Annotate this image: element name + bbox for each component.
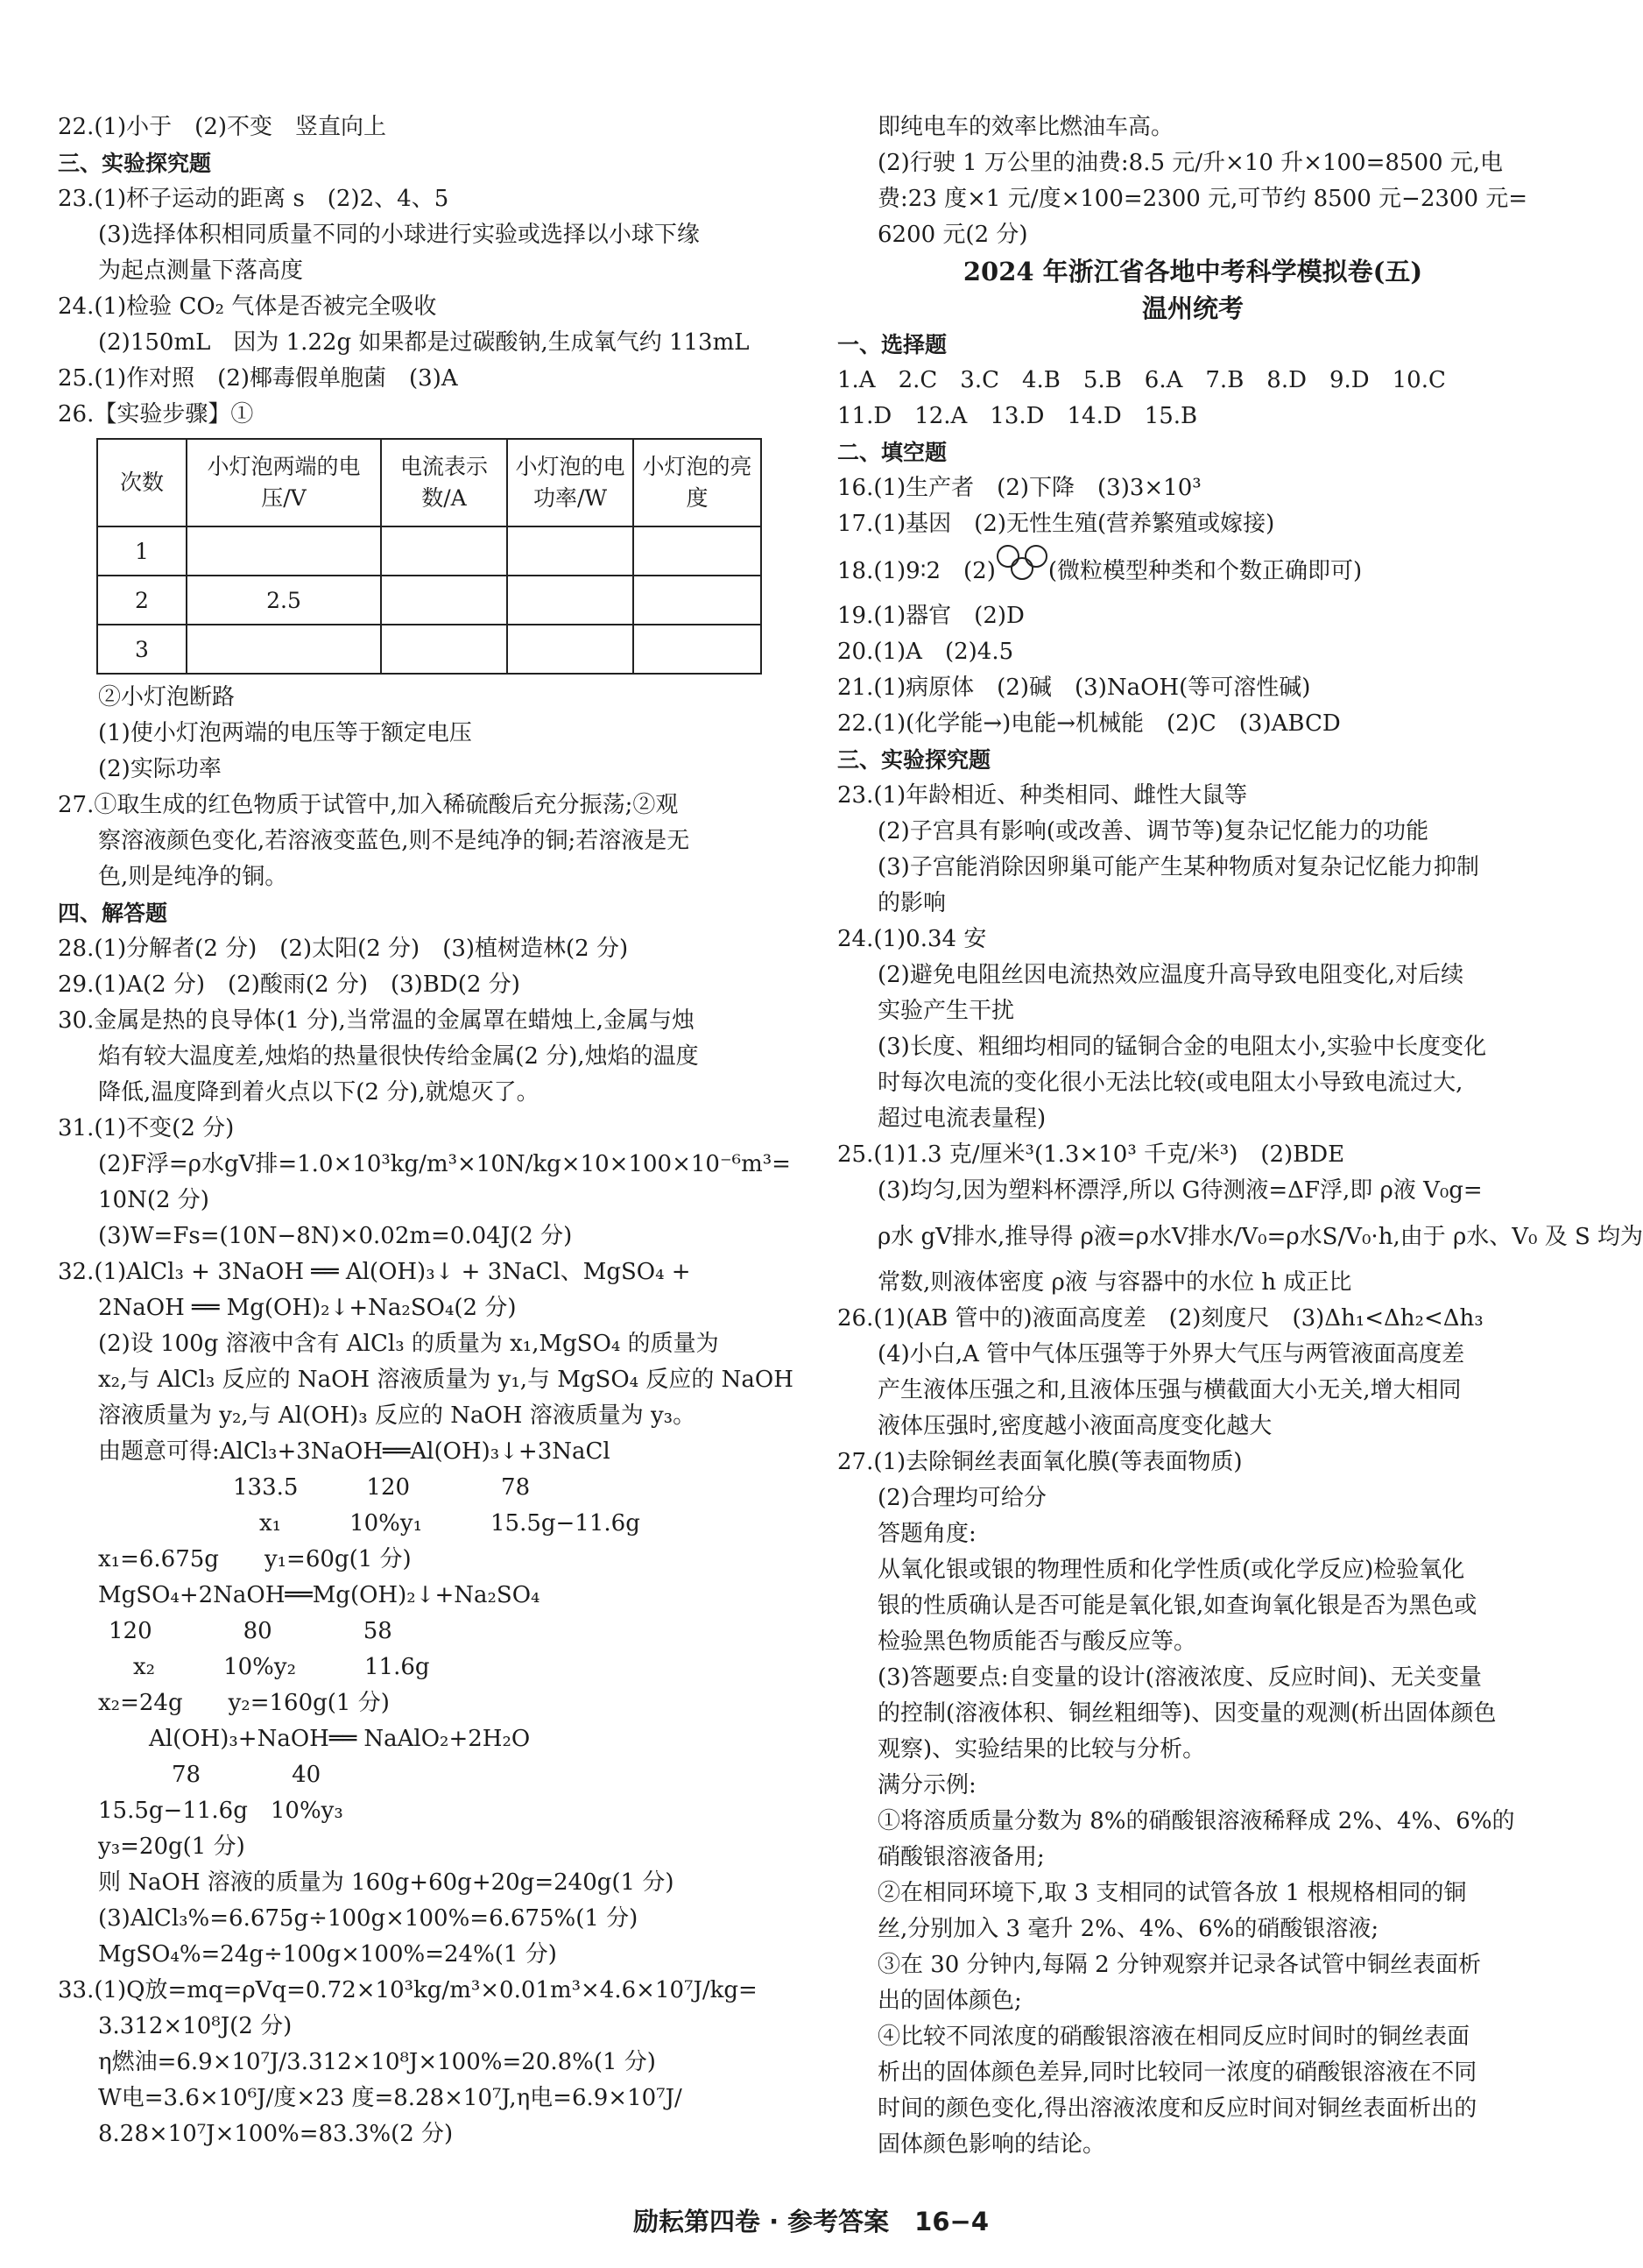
answer-line: (3)子宫能消除因卵巢可能产生某种物质对复杂记忆能力抑制 xyxy=(878,854,1479,880)
equation-line: 78 40 xyxy=(172,1762,321,1788)
answer-line: (3)答题要点:自变量的设计(溶液浓度、反应时间)、无关变量 xyxy=(878,1664,1482,1691)
answer-line: 费:23 度×1 元/度×100=2300 元,可节约 8500 元−2300 元= xyxy=(878,186,1528,212)
table-header: 小灯泡两端的电压/V xyxy=(187,439,381,526)
table-cell xyxy=(381,576,507,625)
answer-line: (2)设 100g 溶液中含有 AlCl₃ 的质量为 x₁,MgSO₄ 的质量为 xyxy=(98,1331,719,1357)
answer-29: 29.(1)A(2 分) (2)酸雨(2 分) (3)BD(2 分) xyxy=(58,971,520,998)
answer-line: 降低,温度降到着火点以下(2 分),就熄灭了。 xyxy=(98,1079,539,1106)
equation-line: x₂ 10%y₂ 11.6g xyxy=(133,1654,430,1680)
answer-line: 检验黑色物质能否与酸反应等。 xyxy=(878,1629,1197,1655)
answer-line: 满分示例: xyxy=(878,1772,977,1798)
table-header: 电流表示数/A xyxy=(381,439,507,526)
table-row xyxy=(97,526,761,576)
answer-line: 则 NaOH 溶液的质量为 160g+60g+20g=240g(1 分) xyxy=(98,1869,674,1896)
table-cell xyxy=(507,625,633,674)
answer-line: (3)W=Fs=(10N−8N)×0.02m=0.04J(2 分) xyxy=(98,1223,573,1249)
choice-answers: 1.A 2.C 3.C 4.B 5.B 6.A 7.B 8.D 9.D 10.C xyxy=(837,367,1446,393)
table-cell xyxy=(507,576,633,625)
answer-21: 21.(1)病原体 (2)碱 (3)NaOH(等可溶性碱) xyxy=(837,675,1311,701)
equation-line: x₂=24g y₂=160g(1 分) xyxy=(98,1690,390,1716)
answer-line: 8.28×10⁷J×100%=83.3%(2 分) xyxy=(98,2121,454,2147)
answer-26: 26.(1)(AB 管中的)液面高度差 (2)刻度尺 (3)Δh₁<Δh₂<Δh₃ xyxy=(837,1305,1484,1332)
answer-30: 30.金属是热的良导体(1 分),当常温的金属罩在蜡烛上,金属与烛 xyxy=(58,1007,695,1034)
answer-18 xyxy=(837,542,1548,598)
answer-23: 23.(1)杯子运动的距离 s (2)2、4、5 xyxy=(58,186,449,212)
section-heading-experiment: 三、实验探究题 xyxy=(837,747,991,773)
table-cell: 1 xyxy=(97,526,187,576)
section-heading-solutions: 四、解答题 xyxy=(58,901,168,926)
answer-line: 6200 元(2 分) xyxy=(878,222,1028,248)
table-cell: 2.5 xyxy=(187,576,381,625)
answer-31: 31.(1)不变(2 分) xyxy=(58,1115,235,1141)
answer-line: 为起点测量下落高度 xyxy=(98,258,304,284)
answer-line: ④比较不同浓度的硝酸银溶液在相同反应时间时的铜丝表面 xyxy=(878,2024,1470,2050)
answer-16: 16.(1)生产者 (2)下降 (3)3×10³ xyxy=(837,475,1202,501)
answer-line: (2)行驶 1 万公里的油费:8.5 元/升×10 升×100=8500 元,电 xyxy=(878,150,1504,176)
answer-line: ①将溶质质量分数为 8%的硝酸银溶液稀释成 2%、4%、6%的 xyxy=(878,1808,1515,1834)
answer-line: 丝,分别加入 3 毫升 2%、4%、6%的硝酸银溶液; xyxy=(878,1916,1379,1942)
equation-line: 133.5 120 78 xyxy=(233,1474,531,1501)
answer-line: 银的性质确认是否可能是氧化银,如查询氧化银是否为黑色或 xyxy=(878,1593,1477,1619)
table-cell xyxy=(507,526,633,576)
section-heading-choice: 一、选择题 xyxy=(837,332,948,357)
choice-answers: 11.D 12.A 13.D 14.D 15.B xyxy=(837,403,1198,429)
answer-line: 3.312×10⁸J(2 分) xyxy=(98,2013,293,2039)
answer-line: (3)均匀,因为塑料杯漂浮,所以 G待测液=ΔF浮,即 ρ液 V₀g= xyxy=(878,1177,1483,1204)
answer-line: x₂,与 AlCl₃ 反应的 NaOH 溶液质量为 y₁,与 MgSO₄ 反应的 NaOH xyxy=(98,1367,793,1393)
answer-25: 25.(1)1.3 克/厘米³(1.3×10³ 千克/米³) (2)BDE xyxy=(837,1141,1345,1168)
answer-line: 的控制(溶液体积、铜丝粗细等)、因变量的观测(析出固体颜色 xyxy=(878,1700,1497,1727)
answer-line: 2NaOH ══ Mg(OH)₂↓+Na₂SO₄(2 分) xyxy=(98,1295,517,1321)
table-row xyxy=(97,576,761,625)
answer-18-text: 18.(1)9∶2 (2) xyxy=(837,558,996,584)
experiment-table xyxy=(96,438,762,675)
answer-line: 时每次电流的变化很小无法比较(或电阻太小导致电流过大, xyxy=(878,1070,1463,1096)
equation-line: Al(OH)₃+NaOH══ NaAlO₂+2H₂O xyxy=(149,1726,531,1752)
answer-line: (1)使小灯泡两端的电压等于额定电压 xyxy=(98,720,472,746)
answer-line: (2)子宫具有影响(或改善、调节等)复杂记忆能力的功能 xyxy=(878,818,1429,844)
answer-line: 常数,则液体密度 ρ液 与容器中的水位 h 成正比 xyxy=(878,1269,1352,1296)
answer-line: 硝酸银溶液备用; xyxy=(878,1844,1045,1870)
table-cell xyxy=(633,576,761,625)
answer-19: 19.(1)器官 (2)D xyxy=(837,603,1025,629)
answer-line: 观察)、实验结果的比较与分析。 xyxy=(878,1736,1206,1763)
answer-line: 出的固体颜色; xyxy=(878,1988,1022,2014)
answer-line: (2)避免电阻丝因电流热效应温度升高导致电阻变化,对后续 xyxy=(878,962,1464,988)
answer-line: 产生液体压强之和,且液体压强与横截面大小无关,增大相同 xyxy=(878,1377,1462,1403)
equation-line: y₃=20g(1 分) xyxy=(98,1833,245,1860)
table-cell: 3 xyxy=(97,625,187,674)
answer-line: MgSO₄%=24g÷100g×100%=24%(1 分) xyxy=(98,1941,557,1968)
table-row xyxy=(97,625,761,674)
answer-line: 答题角度: xyxy=(878,1521,977,1547)
table-cell: 2 xyxy=(97,576,187,625)
answer-line: 察溶液颜色变化,若溶液变蓝色,则不是纯净的铜;若溶液是无 xyxy=(98,828,690,854)
answer-line: ③在 30 分钟内,每隔 2 分钟观察并记录各试管中铜丝表面析 xyxy=(878,1952,1481,1978)
answer-line: 超过电流表量程) xyxy=(878,1106,1047,1132)
answer-22: 22.(1)小于 (2)不变 竖直向上 xyxy=(58,114,387,140)
answer-24: 24.(1)检验 CO₂ 气体是否被完全吸收 xyxy=(58,293,437,320)
answer-line: η燃油=6.9×10⁷J/3.312×10⁸J×100%=20.8%(1 分) xyxy=(98,2049,656,2075)
answer-23: 23.(1)年龄相近、种类相同、雌性大鼠等 xyxy=(837,782,1248,809)
answer-24: 24.(1)0.34 安 xyxy=(837,926,987,952)
left-column xyxy=(58,110,793,2152)
equation-line: MgSO₄+2NaOH══Mg(OH)₂↓+Na₂SO₄ xyxy=(98,1582,540,1608)
section-heading-experiment: 三、实验探究题 xyxy=(58,151,212,176)
answer-line: 溶液质量为 y₂,与 Al(OH)₃ 反应的 NaOH 溶液质量为 y₃。 xyxy=(98,1402,696,1429)
right-column xyxy=(837,110,1643,2163)
answer-line: ②小灯泡断路 xyxy=(98,684,236,710)
page-footer: 励耘第四卷 · 参考答案 16−4 xyxy=(632,2207,990,2236)
equation-line: x₁=6.675g y₁=60g(1 分) xyxy=(98,1546,412,1572)
answer-22: 22.(1)(化学能→)电能→机械能 (2)C (3)ABCD xyxy=(837,710,1341,737)
section-heading-fill: 二、填空题 xyxy=(837,440,948,465)
answer-line: 即纯电车的效率比燃油车高。 xyxy=(878,114,1174,140)
table-cell xyxy=(187,625,381,674)
answer-line: W电=3.6×10⁶J/度×23 度=8.28×10⁷J,η电=6.9×10⁷J/ xyxy=(98,2085,682,2111)
table-cell xyxy=(381,526,507,576)
answer-line: (2)150mL 因为 1.22g 如果都是过碳酸钠,生成氧气约 113mL xyxy=(98,329,750,356)
answer-line: 析出的固体颜色差异,同时比较同一浓度的硝酸银溶液在不同 xyxy=(878,2060,1477,2086)
answer-line: 色,则是纯净的铜。 xyxy=(98,864,288,890)
answer-line: (3)AlCl₃%=6.675g÷100g×100%=6.675%(1 分) xyxy=(98,1905,638,1932)
equation-line: 15.5g−11.6g 10%y₃ xyxy=(98,1798,343,1824)
answer-line: 实验产生干扰 xyxy=(878,998,1015,1024)
answer-33: 33.(1)Q放=mq=ρVq=0.72×10³kg/m³×0.01m³×4.6×10⁷J/kg= xyxy=(58,1977,758,2003)
answer-line: 时间的颜色变化,得出溶液浓度和反应时间对铜丝表面析出的 xyxy=(878,2095,1477,2122)
answer-line: 液体压强时,密度越小液面高度变化越大 xyxy=(878,1413,1273,1439)
answer-line: ②在相同环境下,取 3 支相同的试管各放 1 根规格相同的铜 xyxy=(878,1880,1467,1906)
exam-title: 2024 年浙江省各地中考科学模拟卷(五) xyxy=(963,257,1423,286)
molecule-model-icon xyxy=(996,542,1048,602)
exam-subtitle: 温州统考 xyxy=(1141,293,1244,323)
answer-25: 25.(1)作对照 (2)椰毒假单胞菌 (3)A xyxy=(58,365,458,392)
answer-line: 从氧化银或银的物理性质和化学性质(或化学反应)检验氧化 xyxy=(878,1557,1465,1583)
answer-line: 焰有较大温度差,烛焰的热量很快传给金属(2 分),烛焰的温度 xyxy=(98,1043,699,1070)
answer-17: 17.(1)基因 (2)无性生殖(营养繁殖或嫁接) xyxy=(837,511,1275,537)
answer-line: (2)合理均可给分 xyxy=(878,1485,1047,1511)
formula-line: ρ水 gV排水,推导得 ρ液=ρ水V排水/V₀=ρ水S/V₀·h,由于 ρ水、V₀ 及 S 均为 xyxy=(878,1224,1643,1250)
table-cell xyxy=(633,625,761,674)
table-header: 小灯泡的电功率/W xyxy=(507,439,633,526)
answer-26: 26.【实验步骤】① xyxy=(58,401,254,427)
table-header: 次数 xyxy=(97,439,187,526)
answer-line: (3)选择体积相同质量不同的小球进行实验或选择以小球下缘 xyxy=(98,222,700,248)
answer-27: 27.(1)去除铜丝表面氧化膜(等表面物质) xyxy=(837,1449,1243,1475)
answer-27: 27.①取生成的红色物质于试管中,加入稀硫酸后充分振荡;②观 xyxy=(58,792,679,818)
answer-20: 20.(1)A (2)4.5 xyxy=(837,639,1014,665)
table-header: 小灯泡的亮度 xyxy=(633,439,761,526)
answer-32: 32.(1)AlCl₃ + 3NaOH ══ Al(OH)₃↓ + 3NaCl、MgSO₄ + xyxy=(58,1259,691,1285)
answer-line: 的影响 xyxy=(878,890,947,916)
equation-line: 120 80 58 xyxy=(109,1618,392,1644)
answer-28: 28.(1)分解者(2 分) (2)太阳(2 分) (3)植树造林(2 分) xyxy=(58,936,629,962)
table-cell xyxy=(633,526,761,576)
table-cell xyxy=(381,625,507,674)
answer-line: 10N(2 分) xyxy=(98,1187,209,1213)
answer-line: (2)F浮=ρ水gV排=1.0×10³kg/m³×10N/kg×10×100×10⁻⁶m³= xyxy=(98,1151,791,1177)
equation-line: x₁ 10%y₁ 15.5g−11.6g xyxy=(259,1510,640,1537)
answer-18-note: (微粒模型种类和个数正确即可) xyxy=(1047,558,1363,584)
answer-line: (4)小白,A 管中气体压强等于外界大气压与两管液面高度差 xyxy=(878,1341,1465,1367)
answer-line: 固体颜色影响的结论。 xyxy=(878,2131,1106,2158)
table-cell xyxy=(187,526,381,576)
answer-line: (3)长度、粗细均相同的锰铜合金的电阻太小,实验中长度变化 xyxy=(878,1034,1487,1060)
equation-line: 由题意可得:AlCl₃+3NaOH══Al(OH)₃↓+3NaCl xyxy=(98,1438,610,1465)
answer-line: (2)实际功率 xyxy=(98,756,222,782)
